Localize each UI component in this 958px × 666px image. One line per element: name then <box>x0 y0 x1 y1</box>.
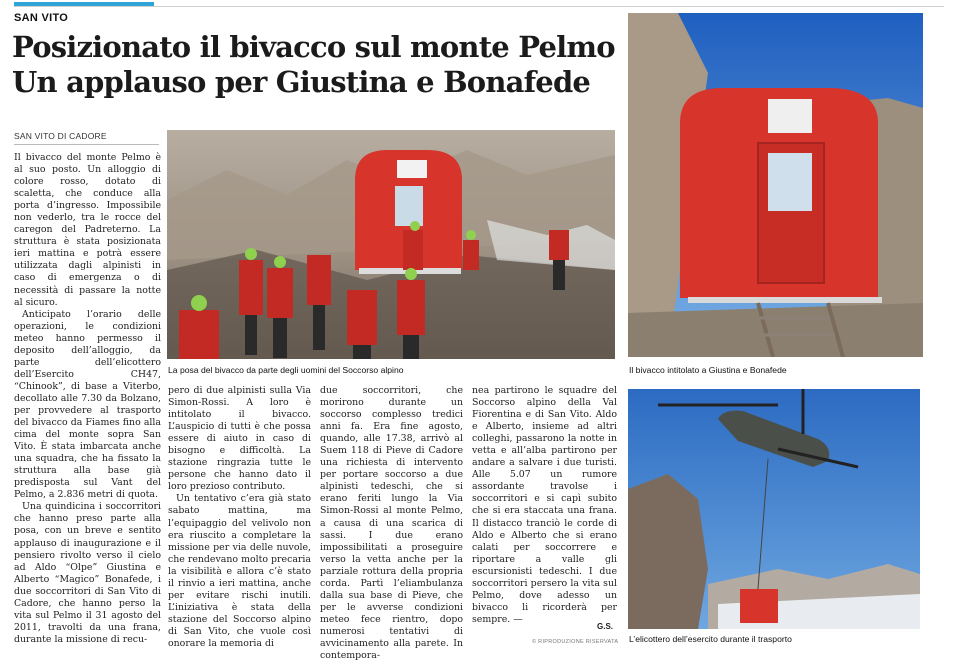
photo-helicopter-transport-image <box>628 389 920 629</box>
article-column-1 <box>14 152 161 662</box>
photo-bivouac-closeup <box>628 13 923 357</box>
photo-bivouac-closeup-caption: Il bivacco intitolato a Giustina e Bonafede <box>629 365 787 375</box>
headline-line-1: Posizionato il bivacco sul monte Pelmo <box>12 30 615 64</box>
headline <box>12 30 622 100</box>
article-paragraph: Anticipato l’orario delle operazioni, le condizioni meteo hanno permesso il deposito dell’alloggio, da parte dell’elicottero dell’Esercito CH47, “Chinook”, di base a Viterbo, decollato alle 7.30 da Bolzano, per provvedere al trasporto del bivacco da Fiames fino alla cima del monte sopra San Vito. È stata imbarcata anche una squadra, che ha fissato la struttura alla base già predisposta sul Vant del Pelmo, a 2.836 metri di quota. <box>14 308 161 501</box>
article-paragraph: due soccorritori, che morirono durante un soccorso complesso tredici anni fa. Era fine agosto, quando, alle 17.38, arrivò al Suem 118 di Pieve di Cadore una richiesta di intervento per portare soccorso a due alpinisti tedeschi, che si erano feriti lungo la Via Simon-Rossi al monte Pelmo, a causa di una scarica di sassi. I due erano impossibilitati a proseguire verso la vetta anche per la parziale rottura della propria corda. Partì l’eliambulanza dalla sua base di Pieve, che per le avverse condizioni meteo fece rientro, dopo numerosi tentativi di avvicinamento alla parete. In contempora- <box>320 385 463 662</box>
copyright-notice: © RIPRODUZIONE RISERVATA <box>532 639 619 645</box>
photo-bivouac-placement <box>167 130 615 359</box>
photo-helicopter-transport-caption: L’elicottero dell’esercito durante il trasporto <box>629 634 792 644</box>
photo-bivouac-placement-image <box>167 130 615 359</box>
article-column-2 <box>168 385 311 662</box>
article-paragraph: nea partirono le squadre del Soccorso alpino della Val Fiorentina e di San Vito. Aldo e Alberto, insieme ad altri colleghi, passarono la notte in vetta e all’alba partirono per andare a salvare i due turisti. Alle 5.07 un rumore assordante travolse i soccorritori e si capì subito che si era staccata una frana. Il distacco tranciò le corde di Aldo e Alberto che si erano calati per soccorrere e riportare a valle gli escursionisti tedeschi. I due soccorritori persero la vita sul Pelmo, dove adesso un bivacco li ricorderà per sempre. — <box>472 385 617 625</box>
headline-line-2: Un applauso per Giustina e Bonafede <box>12 65 591 99</box>
article-paragraph: Il bivacco del monte Pelmo è al suo posto. Un alloggio di colore rosso, dotato di scaletta, che conduce alla porta d’ingresso. Impossibile non vederlo, tra le rocce del caregon del Padreterno. La struttura è stata posizionata ieri mattina e potrà essere utilizzata dagli alpinisti in caso di emergenza o di necessità di passare la notte al sicuro. <box>14 152 161 308</box>
dateline: SAN VITO DI CADORE <box>14 131 159 145</box>
article-paragraph: Un tentativo c’era già stato sabato mattina, ma l’equipaggio del velivolo non era riuscito a completare la missione per via delle nuvole, che rendevano molto precaria la visibilità e allora c’è stato il rinvio a ieri mattina, anche per evitare rischi inutili. L’iniziativa è stata della stazione del Soccorso alpino di San Vito, che vuole così onorare la memoria di <box>168 493 311 649</box>
author-initials: G.S. <box>597 622 614 631</box>
article-column-4 <box>472 385 617 630</box>
article-paragraph: Una quindicina i soccorritori che hanno preso parte alla posa, con un breve e sentito applauso di inaugurazione e il pensiero rivolto verso il cielo ad Aldo “Olpe” Giustina e Alberto “Magico” Bonafede, i due soccorritori di San Vito di Cadore, che hanno perso la vita sul Pelmo il 31 agosto del 2011, travolti da una frana, durante la missione di recu- <box>14 501 161 645</box>
section-label: SAN VITO <box>14 12 69 24</box>
top-rule <box>14 6 944 7</box>
photo-bivouac-closeup-image <box>628 13 923 357</box>
photo-helicopter-transport <box>628 389 920 629</box>
photo-bivouac-placement-caption: La posa del bivacco da parte degli uomini del Soccorso alpino <box>168 365 404 375</box>
article-column-3 <box>320 385 463 662</box>
article-paragraph: pero di due alpinisti sulla Via Simon-Rossi. A loro è intitolato il bivacco. L’auspicio di tutti è che possa essere di aiuto in caso di bisogno e difficoltà. La stazione ringrazia tutte le persone che hanno dato il loro prezioso contributo. <box>168 385 311 493</box>
